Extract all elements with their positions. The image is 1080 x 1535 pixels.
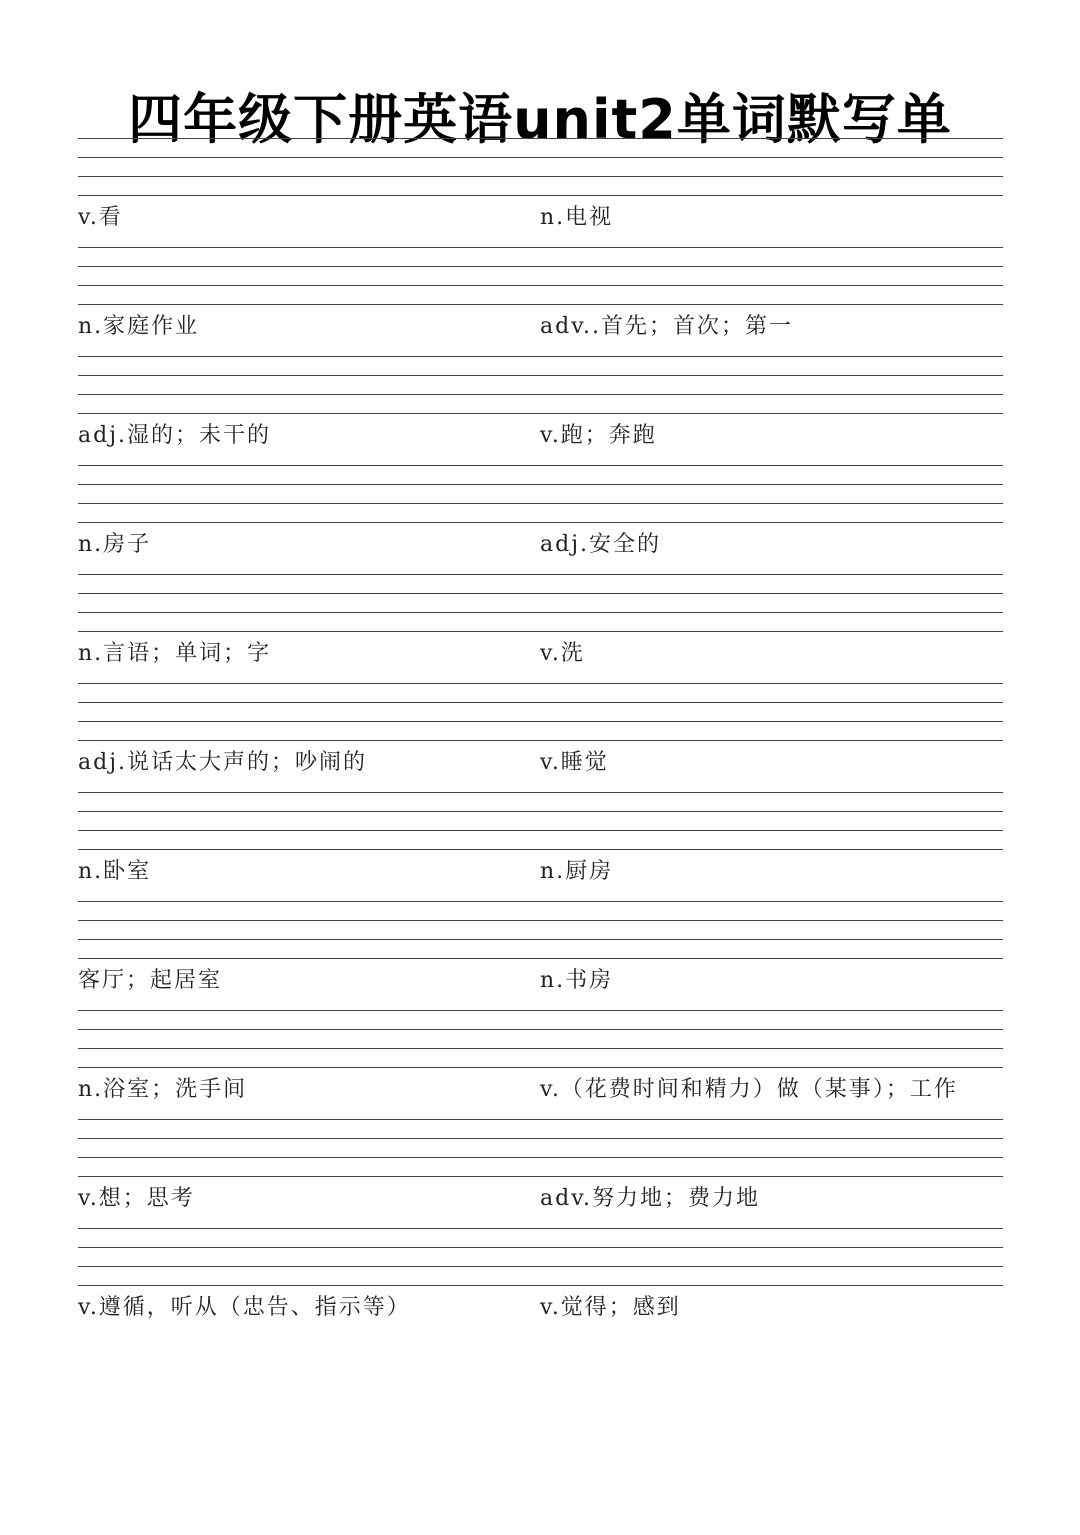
writing-line [78,901,1003,902]
writing-line [78,920,1003,921]
word-prompt-right: n.书房 [540,968,614,993]
word-prompt-right: adv..首先；首次；第一 [540,314,794,339]
writing-line [78,1157,1003,1158]
word-prompt-left: adj.说话太大声的；吵闹的 [78,750,368,775]
writing-line [78,195,1003,196]
row [78,465,1003,574]
row [78,356,1003,465]
word-prompt-left: n.房子 [78,532,152,557]
word-prompt-left: v.想；思考 [78,1186,195,1211]
word-prompt-right: v.跑；奔跑 [540,423,657,448]
writing-line [78,285,1003,286]
writing-line [78,1029,1003,1030]
row [78,792,1003,901]
writing-line [78,702,1003,703]
writing-line [78,830,1003,831]
writing-line [78,1285,1003,1286]
page-title: 四年级下册英语unit2单词默写单 [128,88,952,152]
writing-line [78,266,1003,267]
row [78,1228,1003,1337]
writing-line [78,849,1003,850]
writing-line [78,631,1003,632]
writing-line [78,721,1003,722]
row [78,901,1003,1010]
writing-line [78,503,1003,504]
writing-line [78,740,1003,741]
writing-line [78,593,1003,594]
writing-line [78,1048,1003,1049]
word-prompt-left: 客厅；起居室 [78,968,223,993]
writing-line [78,394,1003,395]
writing-line [78,465,1003,466]
writing-line [78,958,1003,959]
writing-line [78,1176,1003,1177]
word-prompt-left: n.浴室；洗手间 [78,1077,248,1102]
word-prompt-right: adj.安全的 [540,532,662,557]
writing-line [78,138,1003,139]
worksheet-rows [78,138,1003,1337]
writing-line [78,375,1003,376]
row [78,1119,1003,1228]
writing-line [78,1247,1003,1248]
word-prompt-right: adv.努力地；费力地 [540,1186,761,1211]
word-prompt-left: adj.湿的；未干的 [78,423,272,448]
writing-line [78,939,1003,940]
writing-line [78,1138,1003,1139]
row [78,1010,1003,1119]
row [78,683,1003,792]
writing-line [78,247,1003,248]
word-prompt-right: v.觉得；感到 [540,1295,681,1320]
word-prompt-right: n.电视 [540,205,614,230]
word-prompt-left: n.言语；单词；字 [78,641,272,666]
writing-line [78,1067,1003,1068]
writing-line [78,1010,1003,1011]
writing-line [78,612,1003,613]
word-prompt-left: v.遵循，听从（忠告、指示等） [78,1295,411,1320]
writing-line [78,304,1003,305]
writing-line [78,176,1003,177]
writing-line [78,1266,1003,1267]
word-prompt-right: n.厨房 [540,859,614,884]
writing-line [78,484,1003,485]
word-prompt-right: v.洗 [540,641,585,666]
word-prompt-left: v.看 [78,205,123,230]
writing-line [78,574,1003,575]
writing-line [78,1228,1003,1229]
writing-line [78,683,1003,684]
row [78,247,1003,356]
writing-line [78,157,1003,158]
word-prompt-right: v.（花费时间和精力）做（某事）；工作 [540,1077,958,1102]
writing-line [78,356,1003,357]
row [78,138,1003,247]
writing-line [78,522,1003,523]
writing-line [78,1119,1003,1120]
writing-line [78,792,1003,793]
word-prompt-right: v.睡觉 [540,750,609,775]
word-prompt-left: n.家庭作业 [78,314,200,339]
row [78,574,1003,683]
writing-line [78,413,1003,414]
writing-line [78,811,1003,812]
word-prompt-left: n.卧室 [78,859,152,884]
